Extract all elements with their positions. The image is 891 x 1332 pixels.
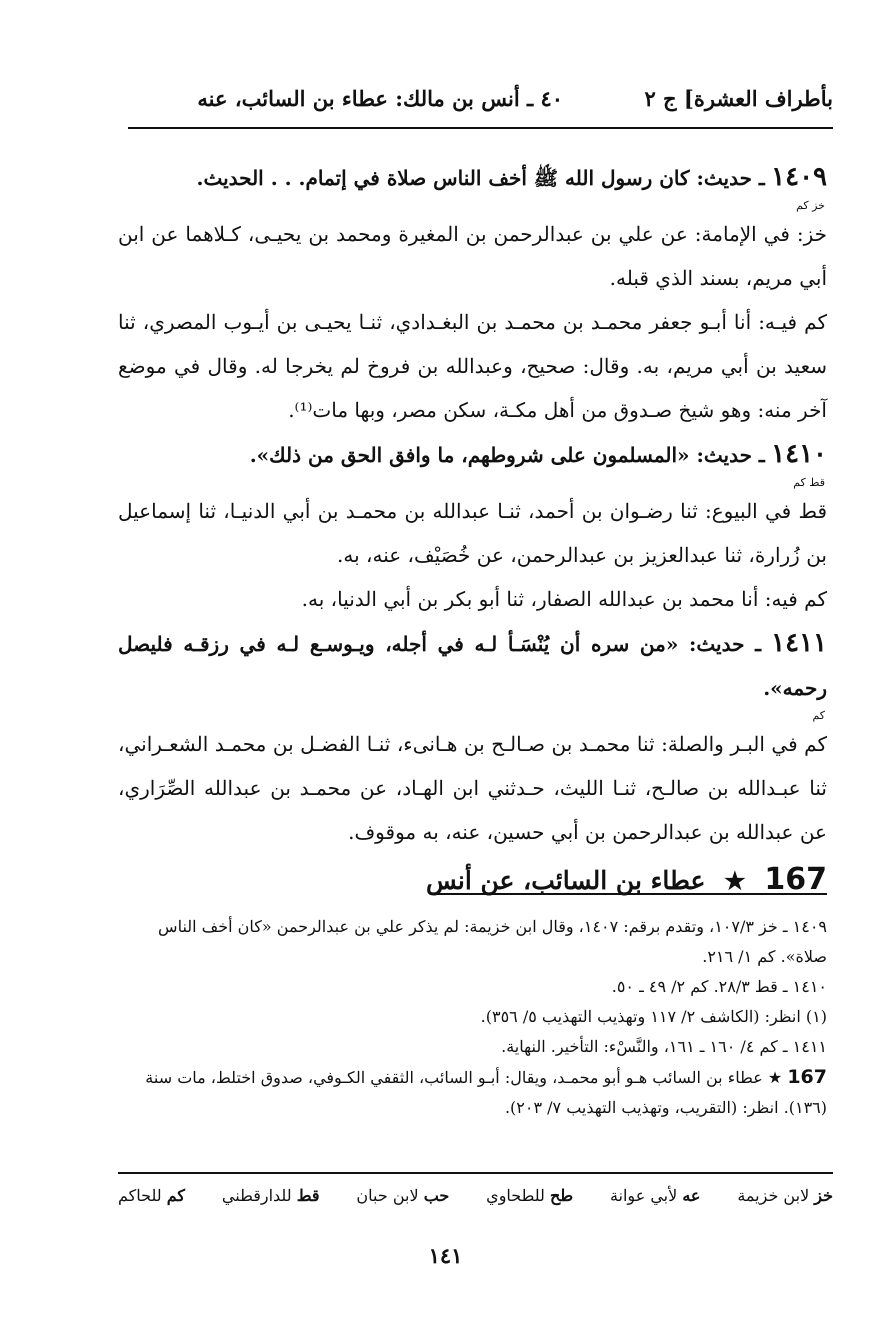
legend-item (356, 1186, 449, 1205)
entry-number: ١٤١٠ (771, 439, 827, 469)
legend-name: لابن خزيمة (737, 1186, 810, 1205)
legend-name: للحاكم (118, 1186, 162, 1205)
running-header (128, 80, 833, 120)
footnotes (118, 912, 827, 1123)
legend-item (118, 1186, 185, 1205)
footnote-section (118, 1062, 827, 1123)
section-number: 167 (764, 862, 827, 897)
header-book-title: بأطراف العشرة] ج ٢ (644, 86, 833, 111)
section-title: عطاء بن السائب، عن أنس (426, 866, 706, 895)
entry-paragraph: قط في البيوع: ثنا رضـوان بن أحمد، ثنـا عبدالله بن محمـد بن أبي الدنيـا، ثنا إسماعيل بن زُرارة، ثنا عبدالعزيز بن عبدالرحمن، عن خُصَيْف، عنه، به. (118, 499, 827, 567)
entry-sigla: قط كم (793, 476, 825, 489)
legend-abbr: كم (166, 1186, 186, 1205)
legend-name: للطحاوي (486, 1186, 545, 1205)
abbreviation-legend (118, 1186, 833, 1205)
legend-name: لابن حبان (356, 1186, 419, 1205)
footnote-rule (430, 893, 827, 895)
page-number: ١٤١ (428, 1243, 463, 1268)
entry-1409 (118, 155, 827, 432)
entry-1411 (118, 621, 827, 854)
entry-sigla: كم (812, 709, 825, 722)
legend-abbr: قط (296, 1186, 320, 1205)
footnote: ١٤١٠ ـ قط ٢٨/٣. كم ٢/ ٤٩ ـ ٥٠. (611, 977, 827, 996)
entry-paragraph: خز: في الإمامة: عن علي بن عبدالرحمن بن المغيرة ومحمد بن يحيـى، كـلاهما عن ابن أبي مريم، بسند الذي قبله. (118, 222, 827, 290)
entry-title: ـ حديث: كان رسول الله ﷺ أخف الناس صلاة في إتمام. . . الحديث. (196, 166, 765, 190)
entry-heading (118, 432, 827, 477)
entry-paragraph: كم فيـه: أنا أبـو جعفر محمـد بن محمـد بن البغـدادي، ثنـا يحيـى بن أيـوب المصري، ثنا سعيد بن أبي مريم، به. وقال: صحيح، وعبدالله بن فروخ لم يخرجا له. وقال في موضع آخر منه: وهو شيخ صـدوق من أهل مكـة، سكن مصر، وبها مات⁽¹⁾. (118, 310, 827, 422)
star-icon: ★ (724, 866, 746, 895)
entry-heading (118, 621, 827, 710)
legend-item (610, 1186, 701, 1205)
entry-paragraph: كم في البـر والصلة: ثنا محمـد بن صـالـح بن هـانىء، ثنـا الفضـل بن محمـد الشعـراني، ثنا عبـدالله بن صالـح، ثنـا الليث، حـدثني ابن الهـاد، عن محمـد بن عبدالله الصِّرَاري، عن عبدالله بن عبدالرحمن بن أبي حسين، عنه، به موقوف. (118, 732, 827, 844)
legend-abbr: عه (682, 1186, 701, 1205)
footnote-section-number: 167 (787, 1066, 827, 1088)
section-heading (118, 858, 827, 903)
footnote: ١٤٠٩ ـ خز ١٠٧/٣، وتقدم برقم: ١٤٠٧، وقال ابن خزيمة: لم يذكر علي بن عبدالرحمن «كان أخف الناس صلاة». كم ١/ ٢١٦. (158, 917, 827, 966)
legend-item (486, 1186, 573, 1205)
star-icon: ★ (767, 1068, 783, 1087)
entry-paragraph: كم فيه: أنا محمد بن عبدالله الصفار، ثنا أبو بكر بن أبي الدنيا، به. (301, 587, 827, 611)
entry-heading (118, 155, 827, 200)
legend-abbr: طح (550, 1186, 574, 1205)
footnote: ١٤١١ ـ كم ٤/ ١٦٠ ـ ١٦١، والنَّسْء: التأخير. النهاية. (501, 1037, 827, 1056)
entry-title: ـ حديث: «من سره أن يُنْسَـأ لـه في أجله، ويـوسـع لـه في رزقـه فليصل رحمه». (118, 632, 827, 700)
legend-name: للدارقطني (221, 1186, 292, 1205)
legend-item (737, 1186, 833, 1205)
main-text (118, 155, 827, 903)
legend-abbr: خز (814, 1186, 833, 1205)
footnote-text: عطاء بن السائب هـو أبو محمـد، ويقال: أبـو السائب، الثقفي الكـوفي، صدوق اختلط، مات سنة (١٣٦). انظر: (التقريب، وتهذيب التهذيب ٧/ ٢٠٣). (145, 1068, 827, 1117)
legend-rule (118, 1172, 833, 1174)
entry-1410 (118, 432, 827, 621)
header-rule (128, 127, 833, 129)
legend-item (222, 1186, 320, 1205)
entry-number: ١٤١١ (771, 628, 827, 658)
legend-name: لأبي عوانة (609, 1186, 678, 1205)
footnote: (١) انظر: (الكاشف ٢/ ١١٧ وتهذيب التهذيب ٥/ ٣٥٦). (480, 1007, 827, 1026)
legend-abbr: حب (423, 1186, 450, 1205)
entry-sigla: خز كم (796, 199, 825, 212)
header-chapter: ٤٠ ـ أنس بن مالك: عطاء بن السائب، عنه (197, 86, 563, 111)
entry-title: ـ حديث: «المسلمون على شروطهم، ما وافق الحق من ذلك». (249, 443, 765, 467)
entry-number: ١٤٠٩ (771, 162, 827, 192)
